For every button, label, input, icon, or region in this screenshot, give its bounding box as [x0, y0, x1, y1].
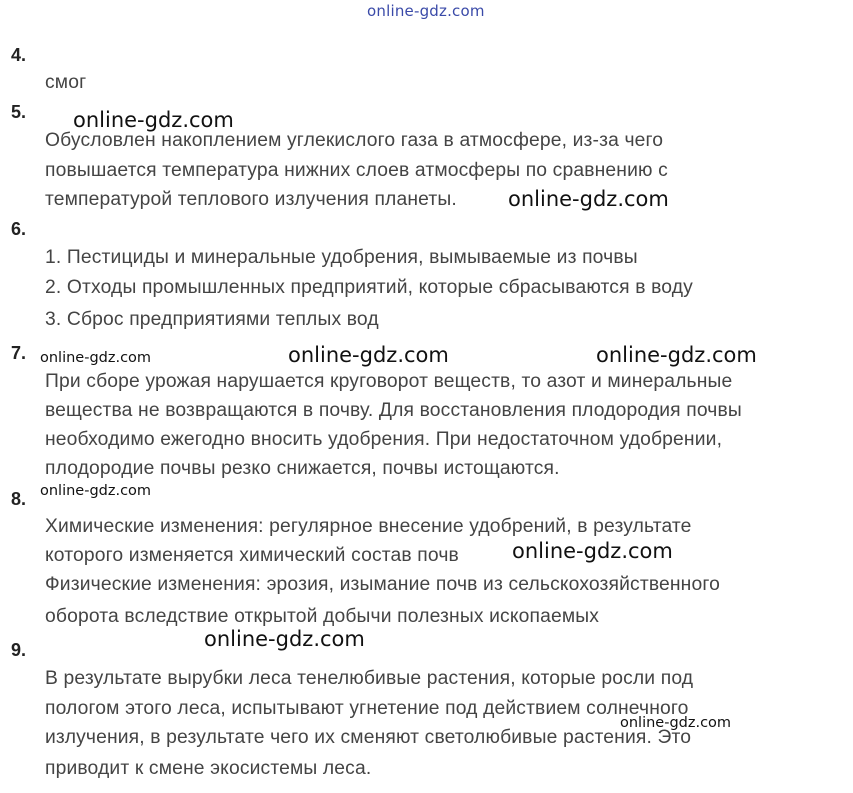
answer-7-line-2: вещества не возвращаются в почву. Для восстановления плодородия почвы [45, 400, 742, 421]
watermark-7: online-gdz.com [512, 539, 673, 563]
answer-7-line-3: необходимо ежегодно вносить удобрения. При недостаточном удобрении, [45, 429, 723, 450]
watermark-4: online-gdz.com [288, 343, 449, 367]
watermark-top: online-gdz.com [367, 2, 485, 20]
answer-5-line-3: температурой теплового излучения планеты. [45, 189, 457, 210]
answer-5-line-1: Обусловлен накоплением углекислого газа в атмосфере, из-за чего [45, 130, 664, 151]
answer-9-line-2: пологом этого леса, испытывают угнетение под действием солнечного [45, 698, 689, 719]
answer-number-6: 6. [11, 219, 27, 239]
watermark-2: online-gdz.com [508, 187, 669, 211]
answer-6-line-1: 1. Пестициды и минеральные удобрения, вымываемые из почвы [45, 247, 638, 268]
watermark-9: online-gdz.com [620, 715, 732, 731]
watermark-1: online-gdz.com [73, 108, 234, 132]
answer-8-line-1: Химические изменения: регулярное внесение удобрений, в результате [45, 516, 692, 537]
answer-7-line-4: плодородие почвы резко снижается, почвы истощаются. [45, 458, 560, 479]
watermark-8: online-gdz.com [204, 627, 365, 651]
answer-number-8: 8. [11, 489, 27, 509]
answer-6-line-3: 3. Сброс предприятиями теплых вод [45, 309, 379, 330]
answer-7-line-1: При сборе урожая нарушается круговорот веществ, то азот и минеральные [45, 371, 733, 392]
answer-number-9: 9. [11, 640, 27, 660]
answer-8-line-4: оборота вследствие открытой добычи полезных ископаемых [45, 606, 600, 627]
answer-6-line-2: 2. Отходы промышленных предприятий, которые сбрасываются в воду [45, 277, 693, 298]
answer-9-line-1: В результате вырубки леса тенелюбивые растения, которые росли под [45, 668, 694, 689]
answer-5-line-2: повышается температура нижних слоев атмосферы по сравнению с [45, 160, 668, 181]
answer-8-line-2: которого изменяется химический состав почв [45, 545, 459, 566]
answer-4-line-1: смог [45, 72, 87, 93]
answer-9-line-4: приводит к смене экосистемы леса. [45, 758, 372, 779]
answer-number-7: 7. [11, 343, 27, 363]
answer-number-5: 5. [11, 102, 27, 122]
watermark-6: online-gdz.com [40, 483, 152, 499]
watermark-5: online-gdz.com [596, 343, 757, 367]
answer-8-line-3: Физические изменения: эрозия, изымание почв из сельскохозяйственного [45, 574, 720, 595]
answer-number-4: 4. [11, 45, 27, 65]
answer-9-line-3: излучения, в результате чего их сменяют светолюбивые растения. Это [45, 727, 692, 748]
watermark-3: online-gdz.com [40, 350, 152, 366]
